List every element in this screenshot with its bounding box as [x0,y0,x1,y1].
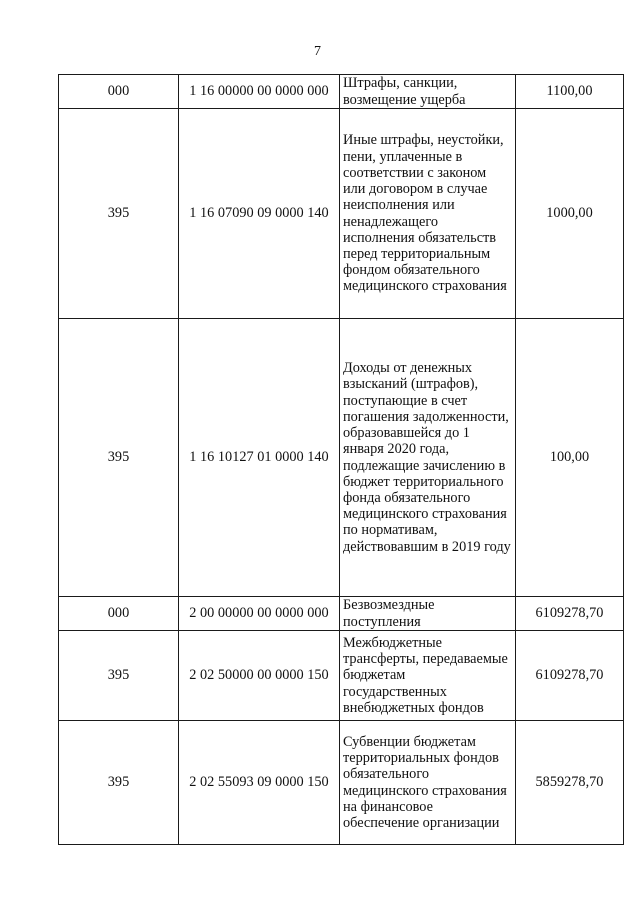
revenue-name-cell: Доходы от денежных взысканий (штрафов), поступающие в счет погашения задолженности, образовавшейся до 1 января 2020 года, подлежащие зачислению в бюджет территориального фонда обязательного медицинского страхования по нормативам, действовавшим в 2019 году [340,319,516,597]
admin-code-cell: 000 [59,75,179,109]
table-row [59,721,624,845]
table-row [59,109,624,319]
amount-cell: 1100,00 [516,75,624,109]
page-number: 7 [314,44,321,59]
revenue-name-cell: Штрафы, санкции, возмещение ущерба [340,75,516,109]
admin-code-cell: 395 [59,721,179,845]
admin-code-cell: 000 [59,597,179,631]
table-row [59,631,624,721]
amount-cell: 5859278,70 [516,721,624,845]
table-row [59,75,624,109]
amount-cell: 100,00 [516,319,624,597]
amount-cell: 6109278,70 [516,597,624,631]
revenue-name-cell: Субвенции бюджетам территориальных фондов обязательного медицинского страхования на финансовое обеспечение организации [340,721,516,845]
amount-cell: 6109278,70 [516,631,624,721]
admin-code-cell: 395 [59,319,179,597]
table-row [59,319,624,597]
revenue-name-cell: Иные штрафы, неустойки, пени, уплаченные в соответствии с законом или договором в случае неисполнения или ненадлежащего исполнения обязательств перед территориальным фондом обязательного медицинского страхования [340,109,516,319]
budget-code-cell: 2 02 50000 00 0000 150 [179,631,340,721]
budget-code-cell: 2 02 55093 09 0000 150 [179,721,340,845]
table-row [59,597,624,631]
budget-code-cell: 1 16 07090 09 0000 140 [179,109,340,319]
budget-revenue-table [58,74,624,845]
admin-code-cell: 395 [59,109,179,319]
budget-code-cell: 1 16 10127 01 0000 140 [179,319,340,597]
revenue-name-cell: Безвозмездные поступления [340,597,516,631]
revenue-name-cell: Межбюджетные трансферты, передаваемые бюджетам государственных внебюджетных фондов [340,631,516,721]
budget-code-cell: 2 00 00000 00 0000 000 [179,597,340,631]
budget-code-cell: 1 16 00000 00 0000 000 [179,75,340,109]
admin-code-cell: 395 [59,631,179,721]
amount-cell: 1000,00 [516,109,624,319]
